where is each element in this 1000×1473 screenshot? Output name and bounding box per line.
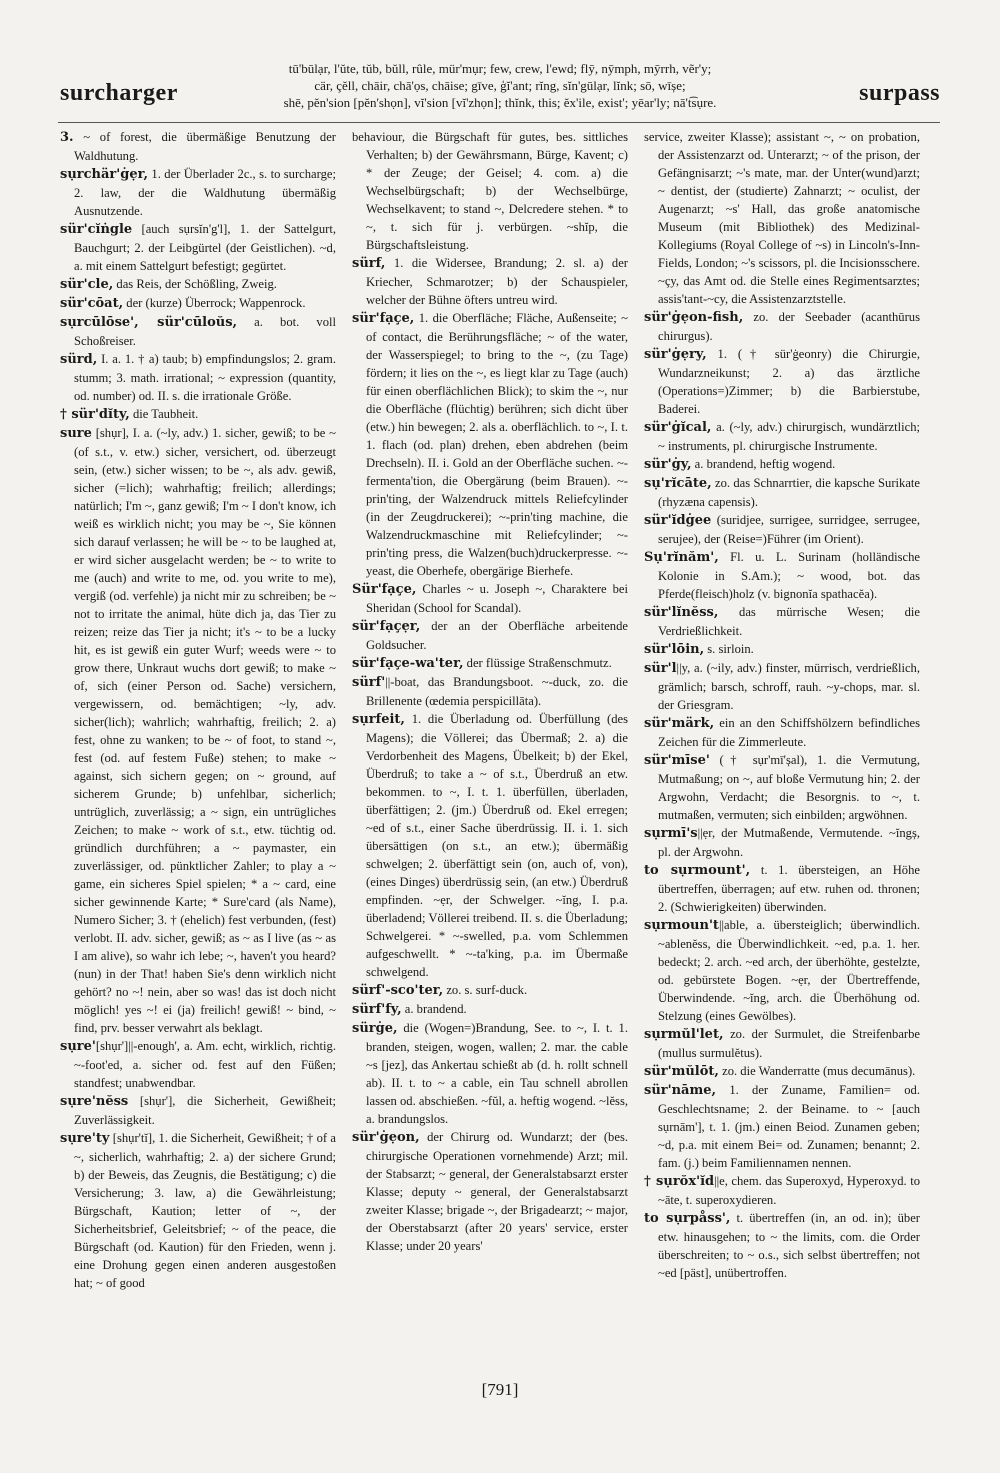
pronunciation-key-line: shē, pĕn'sion [pĕn'shọn], vĭ'sion [vĭ'zhọn]; thĭnk, this; ĕx'ile, exist'; yēar'ly; nā't͡sụre. — [283, 95, 717, 110]
dictionary-entry — [60, 1037, 336, 1092]
definition-text: zo. der Seebader (acanthūrus chirurgus). — [658, 310, 920, 343]
definition-text: 1. die Widersee, Brandung; 2. sl. a) der Kriecher, Schmarotzer; b) der Schauspieler, welcher der Bühne öfters untreu wird. — [366, 256, 628, 307]
headword: to sụrpåss', — [644, 1211, 731, 1226]
dictionary-entry — [60, 350, 336, 405]
dictionary-entry — [352, 1128, 628, 1255]
guide-word-left: surcharger — [60, 80, 178, 106]
headword: sür'mŭlōt, — [644, 1064, 719, 1079]
dictionary-entry — [352, 617, 628, 654]
dictionary-entry — [352, 673, 628, 710]
guide-word-right: surpass — [859, 80, 940, 106]
headword: sụrcūlōse', sür'cūloŭs, — [60, 315, 238, 330]
definition-text: zo. das Schnarrtier, die kapsche Surikate (rhyzæna capensis). — [658, 476, 920, 509]
definition-text: 1. die Überladung od. Überfüllung (des Magens); die Völlerei; das Übermaß; 2. a) die Verdorbenheit des Magens, Übelkeit; b) der Ekel, Überdruß; to take a ~ of s.t., Überdruß an etw. bekommen. to ~, I. t. 1. überfüllen, überladen, überfättigen; 2. (jm.) Überdruß od. Ekel erregen; ~ed of s.t., einer Sache überdrüssig. II. i. 1. sich übersättigen (on s.t., an etw.); übermäßig schwelgen; 2. überfättigt sein (on, auch of, von), (eines Dinges) überdrüssig sein, (an etw.) Überdruß empfinden. ~ẹr, der Schwelger. ~ĭng, I. p.a. überladend; Völlerei treibend. II. s. die Überladung; Schwelgerei. * ~-swelled, p.a. vom Schlemmen aufgeschwellt. * ~-ta'king, p.a. im Übermaße schwelgend. — [366, 712, 628, 979]
dictionary-entry — [352, 128, 628, 254]
definition-text: ||ẹr, der Mutmaßende, Vermutende. ~ĭngș, pl. der Argwohn. — [658, 826, 920, 859]
definition-text: [shụr'], die Sicherheit, Gewißheit; Zuverlässigkeit. — [74, 1094, 336, 1127]
headword: sürf'fy, — [352, 1002, 402, 1017]
definition-text: t. 1. übersteigen, an Höhe übertreffen, überragen; auf etw. ruhen od. thronen; 2. (Schwierigkeiten) überwinden. — [658, 863, 920, 914]
dictionary-entry — [60, 405, 336, 424]
definition-text: 1. der Überlader 2c., s. to surcharge; 2. law, der die Waldhutung übermäßig Ausnutzende. — [74, 167, 336, 218]
headword: sür'märk, — [644, 716, 715, 731]
dictionary-entry — [352, 1000, 628, 1019]
definition-text: die (Wogen=)Brandung, See. to ~, I. t. 1. branden, steigen, wogen, wallen; 2. mar. the cable ~s [jez], das Ankertau schießt ab (d. h. rollt schnell ab). II. t. to ~ a cable, ein Tau schnell abrollen lassen od. abschießen. ~fŭl, a. heftig wogend. ~lĕss, a. brandungslos. — [366, 1021, 628, 1126]
header-rule — [58, 122, 940, 123]
definition-text: [auch sụrsĭn'g'l], 1. der Sattelgurt, Bauchgurt; 2. der Leibgürtel (der Geistlichen). ~d, a. mit einem Sattelgurt befestigt; gegürtet. — [74, 222, 336, 273]
definition-text: ||y, a. (~ily, adv.) finster, mürrisch, verdrießlich, grämlich; barsch, schroff, rauh. ~y-chops, mar. sl. der Griesgram. — [658, 661, 920, 712]
definition-text: [shụr'tĭ], 1. die Sicherheit, Gewißheit; † of a ~, sicherlich, wahrhaftig; 2. a) der sichere Grund; b) der Beweis, das Zeugnis, die Bestätigung; c) die Versicherung; 3. law, a) die Gewährleistung; Bürgschaft, Kaution; letter of ~, der Sicherheitsbrief, Geleitsbrief; ~ of the peace, die Bürgschaft (od. Kaution) für den Frieden, wenn j. eine Drohung gegen einen anderen ausgestoßen hat; ~ of good — [74, 1131, 336, 1290]
headword: sür'cōat, — [60, 296, 124, 311]
headword: sür'fạçe-wa'ter, — [352, 656, 464, 671]
definition-text: a. brandend, heftig wogend. — [691, 457, 836, 471]
dictionary-entry — [644, 128, 920, 308]
definition-text: der (kurze) Überrock; Wappenrock. — [123, 296, 306, 310]
headword: sür'ġẹry, — [644, 347, 707, 362]
headword: sürf' — [352, 675, 386, 690]
headword: Sụ'rĭnăm', — [644, 550, 719, 565]
pronunciation-key — [200, 60, 800, 111]
dictionary-entry — [60, 313, 336, 350]
headword: sür'lĭnĕss, — [644, 605, 719, 620]
headword: sür'l — [644, 661, 677, 676]
headword: sür'ġẹon-fish, — [644, 310, 744, 325]
dictionary-entry — [60, 424, 336, 1037]
definition-text: der flüssige Straßenschmutz. — [463, 656, 612, 670]
dictionary-entry — [644, 345, 920, 418]
definition-text: (suridjee, surrigee, surridgee, serrugee, serujee), der (Reise=)Führer (im Orient). — [658, 513, 920, 546]
headword: sụrmī's — [644, 826, 698, 841]
headword: sụrmoun't — [644, 918, 719, 933]
definition-text: der an der Oberfläche arbeitende Goldsucher. — [366, 619, 628, 652]
dictionary-entry — [644, 418, 920, 455]
dictionary-entry — [644, 1081, 920, 1172]
dictionary-entry — [644, 640, 920, 659]
definition-text: [shụr], I. a. (~ly, adv.) 1. sicher, gewiß; to be ~ (of s.t., v. etw.) sicher, versichert, od. überzeugt sein, (etw.) sicher wissen; to be ~, als adv. gewiß, sicher (=lich); wahrhaftig; freilich; allerdings; natürlich; I'm ~, ganz gewiß; I'm ~ I don't know, ich weiß es wirklich nicht; you may be ~, Sie können sich darauf verlassen; he will be ~ to be laughed at, er wird sicher ausgelacht werden; be ~ to write to me (auch) and write to me, od. you write to me), vergiß (od. verfehle) ja nicht mir zu schreiben; be ~ not to irritate the animal, hüte dich ja, das Tier zu reizen; reize das Tier ja nicht; it's ~ to be a lucky hit, es ist gewiß ein guter Wurf; weeds were ~ to grow there, Unkraut wuchs dort gewiß; to make ~ of, sich (einer Person od. Sache) versichern, vergewissern, od. bemächtigen; ~ly, adv. sicher(lich); wahrlich; wahrhaftig, freilich; 2. a) fest, ohne zu wanken; to be ~ of foot, to stand ~, fest (od. auf festem Fuße) stehen; to make ~ against, sich sichern gegen; on ~ ground, auf sicherem Grunde; b) unfehlbar, sicherlich; untrüglich, zuverlässig; a ~ sign, ein untrügliches Zeichen; to make ~ work of s.t., etw. tüchtig od. gründlich durchführen; a ~ paymaster, ein zuverlässiger, od. pünktlicher Zahler; to play a ~ game, ein sicheres Spiel spielen; * a ~ card, eine sicher gewinnende Karte; * Sure'card (als Name), Numero Sicher; 3. † (ehelich) fest verbunden, (fest) verlobt. II. adv. sicher, gewiß; as ~ as I live (as ~ as I am alive), so wahr ich lebe; ~, haven't you heard? (nun) in der That! haben Sie's denn wirklich nicht gehört? no ~! nein, aber so was! das ist doch nicht möglich! yes ~! ei (ja) freilich! gewiß! ~ bind, ~ find, prv. besser verwahrt als beklagt. — [74, 426, 336, 1035]
dictionary-entry — [60, 294, 336, 313]
dictionary-entry — [644, 824, 920, 861]
pronunciation-key-line: cär, çĕll, chāir, chā'ọs, chāise; gīve, ģĭ'ant; rĭng, sĭn'gūlạr, lĭnk; sō, wīșe; — [314, 78, 686, 93]
dictionary-entry — [644, 308, 920, 345]
definition-text: der Chirurg od. Wundarzt; der (bes. chirurgische Operationen vornehmende) Arzt; mil. der Stabsarzt; ~ general, der Generalstabsarzt erster Klasse; deputy ~ general, der Generalstabsarzt zweiter Klasse; brigade ~, der Brigadearzt; ~ major, der Oberstabsarzt (after 20 years' service, erster Klasse; under 20 years' — [366, 1130, 628, 1253]
definition-text: ein an den Schiffshölzern befindliches Zeichen für die Zimmerleute. — [658, 716, 920, 749]
definition-text: zo. die Wanderratte (mus decumānus). — [718, 1064, 916, 1078]
definition-text: 1. die Oberfläche; Fläche, Außenseite; ~ of contact, die Berührungsfläche; ~ of the water, der Wasserspiegel; to bring to the ~, (zu Tage) fördern; it lies on the ~, es liegt klar zu Tage (auch) für einen oberflächlichen Blick); to skim the ~, nur die Oberfläche (flüchtig) berühren; sich dicht über (etw.) hin bewegen; 2. als a. oberflächlich. to ~, I. t. 1. flach (od. plan) drehen, eben abdrehen (beim Drechseln). II. i. Gold an der Oberfläche suchen. ~-fermenta'tion, die Obergärung (beim Brauen). ~-prin'ting, der Walzendruck mittels Reliefcylinder (in der Zeugdruckerei); ~-prin'ting machine, die Walzendruckmaschine mit Reliefcylinder; ~-prin'ting press, die Walzen(buch)druckerpresse. ~-yeast, die Oberhefe, obergärige Bierhefe. — [366, 311, 628, 578]
headword: sụ'rĭcāte, — [644, 476, 712, 491]
headword: sụrfeit, — [352, 712, 405, 727]
definition-text: († sụr'mī'șal), 1. die Vermutung, Mutmaßung; on ~, auf bloße Vermutung hin; 2. der Argwohn, Verdacht; die Besorgnis. to ~, t. mutmaßen, vermuten; sich einbilden; argwöhnen. — [658, 753, 920, 822]
headword: sür'cle, — [60, 277, 114, 292]
definition-text: a. bot. voll Schoßreiser. — [74, 315, 336, 348]
dictionary-entry — [60, 1129, 336, 1292]
dictionary-entry — [352, 710, 628, 981]
dictionary-entry — [644, 474, 920, 511]
page-header — [55, 58, 940, 116]
dictionary-entry — [644, 751, 920, 824]
definition-text: das Reis, der Schößling, Zweig. — [113, 277, 277, 291]
headword: sürf'-sco'ter, — [352, 983, 444, 998]
page-number: [791] — [481, 1380, 519, 1399]
headword: sür'ġẹon, — [352, 1130, 420, 1145]
dictionary-entry — [644, 861, 920, 916]
dictionary-entry — [60, 1092, 336, 1129]
definition-text: s. sirloin. — [704, 642, 754, 656]
definition-text: zo. der Surmulet, die Streifenbarbe (mullus surmulĕtus). — [658, 1027, 920, 1060]
headword: sürġe, — [352, 1021, 398, 1036]
headword: sür'nāme, — [644, 1083, 717, 1098]
definition-text: ||-boat, das Brandungsboot. ~-duck, zo. die Brillenente (œdemia perspicillāta). — [366, 675, 628, 708]
definition-text: das mürrische Wesen; die Verdrießlichkeit. — [658, 605, 920, 638]
headword: † sür'dĭty, — [60, 407, 130, 422]
definition-text: zo. s. surf-duck. — [443, 983, 528, 997]
dictionary-entry — [60, 165, 336, 220]
headword: Sür'fạçe, — [352, 582, 417, 597]
pronunciation-key-line: tū'būlạr, l'ŭte, tŭb, bŭll, rûle, mür'mụr; few, crew, l'ewd; flȳ, nȳmph, mȳrrh, vẽr'y; — [288, 61, 712, 76]
dictionary-entry — [644, 1209, 920, 1282]
headword: sür'mīse' — [644, 753, 710, 768]
dictionary-entry — [644, 916, 920, 1025]
headword: sụrchär'ġẹr, — [60, 167, 149, 182]
column-3 — [644, 128, 920, 1282]
dictionary-entry — [644, 714, 920, 751]
definition-text: I. a. 1. † a) taub; b) empfindungslos; 2. gram. stumm; 3. math. irrational; ~ expression (quantity, od. number) od. II. s. die irrationale Größe. — [74, 352, 336, 403]
headword: sure — [60, 426, 92, 441]
headword: sür'fạçẹr, — [352, 619, 421, 634]
headword: † sụrŏx'ĭd — [644, 1174, 715, 1189]
headword: sür'ġĭcal, — [644, 420, 712, 435]
headword: sür'lōin, — [644, 642, 705, 657]
headword: sụre' — [60, 1039, 96, 1054]
definition-text: t. übertreffen (in, an od. in); über etw. hinausgehen; to ~ the limits, com. die Order überschreiten; to ~ o.s., sich selbst übertreffen; not ~ed [päst], unübertroffen. — [658, 1211, 920, 1280]
definition-text: Fl. u. L. Surinam (holländische Kolonie in S.Am.); ~ wood, bot. das Pferde(fleisch)holz (v. bignonĭa spathacĕa). — [658, 550, 920, 601]
headword: sụre'nĕss — [60, 1094, 129, 1109]
headword: sürd, — [60, 352, 98, 367]
dictionary-entry — [60, 128, 336, 165]
dictionary-entry — [352, 254, 628, 309]
dictionary-entry — [352, 654, 628, 673]
definition-text: ||e, chem. das Superoxyd, Hyperoxyd. to ~āte, t. superoxydieren. — [658, 1174, 920, 1207]
dictionary-entry — [644, 455, 920, 474]
headword: sür'cĭṅgle — [60, 222, 133, 237]
dictionary-entry — [352, 580, 628, 617]
headword: 3. — [60, 130, 74, 145]
headword: sür'fạçe, — [352, 311, 415, 326]
definition-text: [shụr']||-enough', a. Am. echt, wirklich, richtig. ~-foot'ed, a. sicher od. fest auf den Füßen; standfest; unabwendbar. — [74, 1039, 336, 1090]
definition-text: ||able, a. übersteiglich; überwindlich. ~ablenĕss, die Überwindlichkeit. ~ed, p.a. 1. her. bedeckt; 2. arch. ~ed arch, der überhöhte, gestelzte, od. gebürstete Bogen. ~ẹr, der Übertreffende, Überwindende. ~ĭng, arch. die Überhöhung od. Stelzung (eines Gewölbes). — [658, 918, 920, 1023]
dictionary-entry — [352, 981, 628, 1000]
dictionary-entry — [352, 309, 628, 580]
headword: sụrmŭl'let, — [644, 1027, 724, 1042]
definition-text: behaviour, die Bürgschaft für gutes, bes. sittliches Verhalten; b) der Gewährsmann, Bürge, Kavent; c) * der Zeuge; der Geisel; 4. com. a) die Wechselbürgschaft; b) der Wechselbürge, Wechselkavent; to stand ~, Delcredere stehen. * to ~, t. sich für j. verbürgen. ~shĭp, die Bürgschaftsleistung. — [352, 130, 628, 252]
dictionary-entry — [644, 1025, 920, 1062]
definition-text: a. brandend. — [401, 1002, 467, 1016]
headword: sụre'ty — [60, 1131, 110, 1146]
definition-text: ~ of forest, die übermäßige Benutzung der Waldhutung. — [73, 130, 336, 163]
headword: sürf, — [352, 256, 386, 271]
dictionary-entry — [644, 548, 920, 603]
dictionary-entry — [644, 1172, 920, 1209]
column-1 — [60, 128, 336, 1292]
dictionary-entry — [60, 220, 336, 275]
definition-text: die Taubheit. — [129, 407, 199, 421]
column-2 — [352, 128, 628, 1255]
definition-text: Charles ~ u. Joseph ~, Charaktere bei Sheridan (School for Scandal). — [366, 582, 628, 615]
definition-text: a. (~ly, adv.) chirurgisch, wundärztlich; ~ instruments, pl. chirurgische Instrumente. — [658, 420, 920, 453]
dictionary-entry — [60, 275, 336, 294]
dictionary-entry — [644, 603, 920, 640]
dictionary-entry — [644, 659, 920, 714]
dictionary-entry — [644, 511, 920, 548]
headword: sür'ġy, — [644, 457, 692, 472]
dictionary-entry — [644, 1062, 920, 1081]
headword: to sụrmount', — [644, 863, 751, 878]
headword: sür'ĭdġee — [644, 513, 712, 528]
definition-text: service, zweiter Klasse); assistant ~, ~ on probation, der Assistenzarzt od. Unterarzt; ~ of the prison, der Gefängnisarzt; ~'s mate, mar. der Unter(wund)arzt; ~ dentist, der (studierte) Zahnarzt; ~ oculist, der Augenarzt; ~s' Hall, das große anatomische Museum (mit Bibliothek) des Medizinal-Kollegiums (Royal College of ~s) in Lincoln's-Inn-Fields, London; ~'s scissors, pl. die Incisionsschere. ~çy, das Amt od. die Stelle eines Regimentsarztes; assis'tant-~cy, die Assistenzarztstelle. — [644, 130, 920, 306]
definition-text: 1. († sür'ġeonry) die Chirurgie, Wundarzneikunst; 2. a) das ärztliche (Operations=)Zimmer; b) die Barbierstube, Baderei. — [658, 347, 920, 416]
dictionary-entry — [352, 1019, 628, 1128]
definition-text: 1. der Zuname, Familien= od. Geschlechtsname; 2. der Beiname. to ~ [auch sụrnām'], t. 1. (jm.) einen Beiod. Zunamen geben; ~d, p.a. mit einem Bei= od. Zunamen; benannt; 2. fam. (j.) beim Familiennamen nennen. — [658, 1083, 920, 1170]
